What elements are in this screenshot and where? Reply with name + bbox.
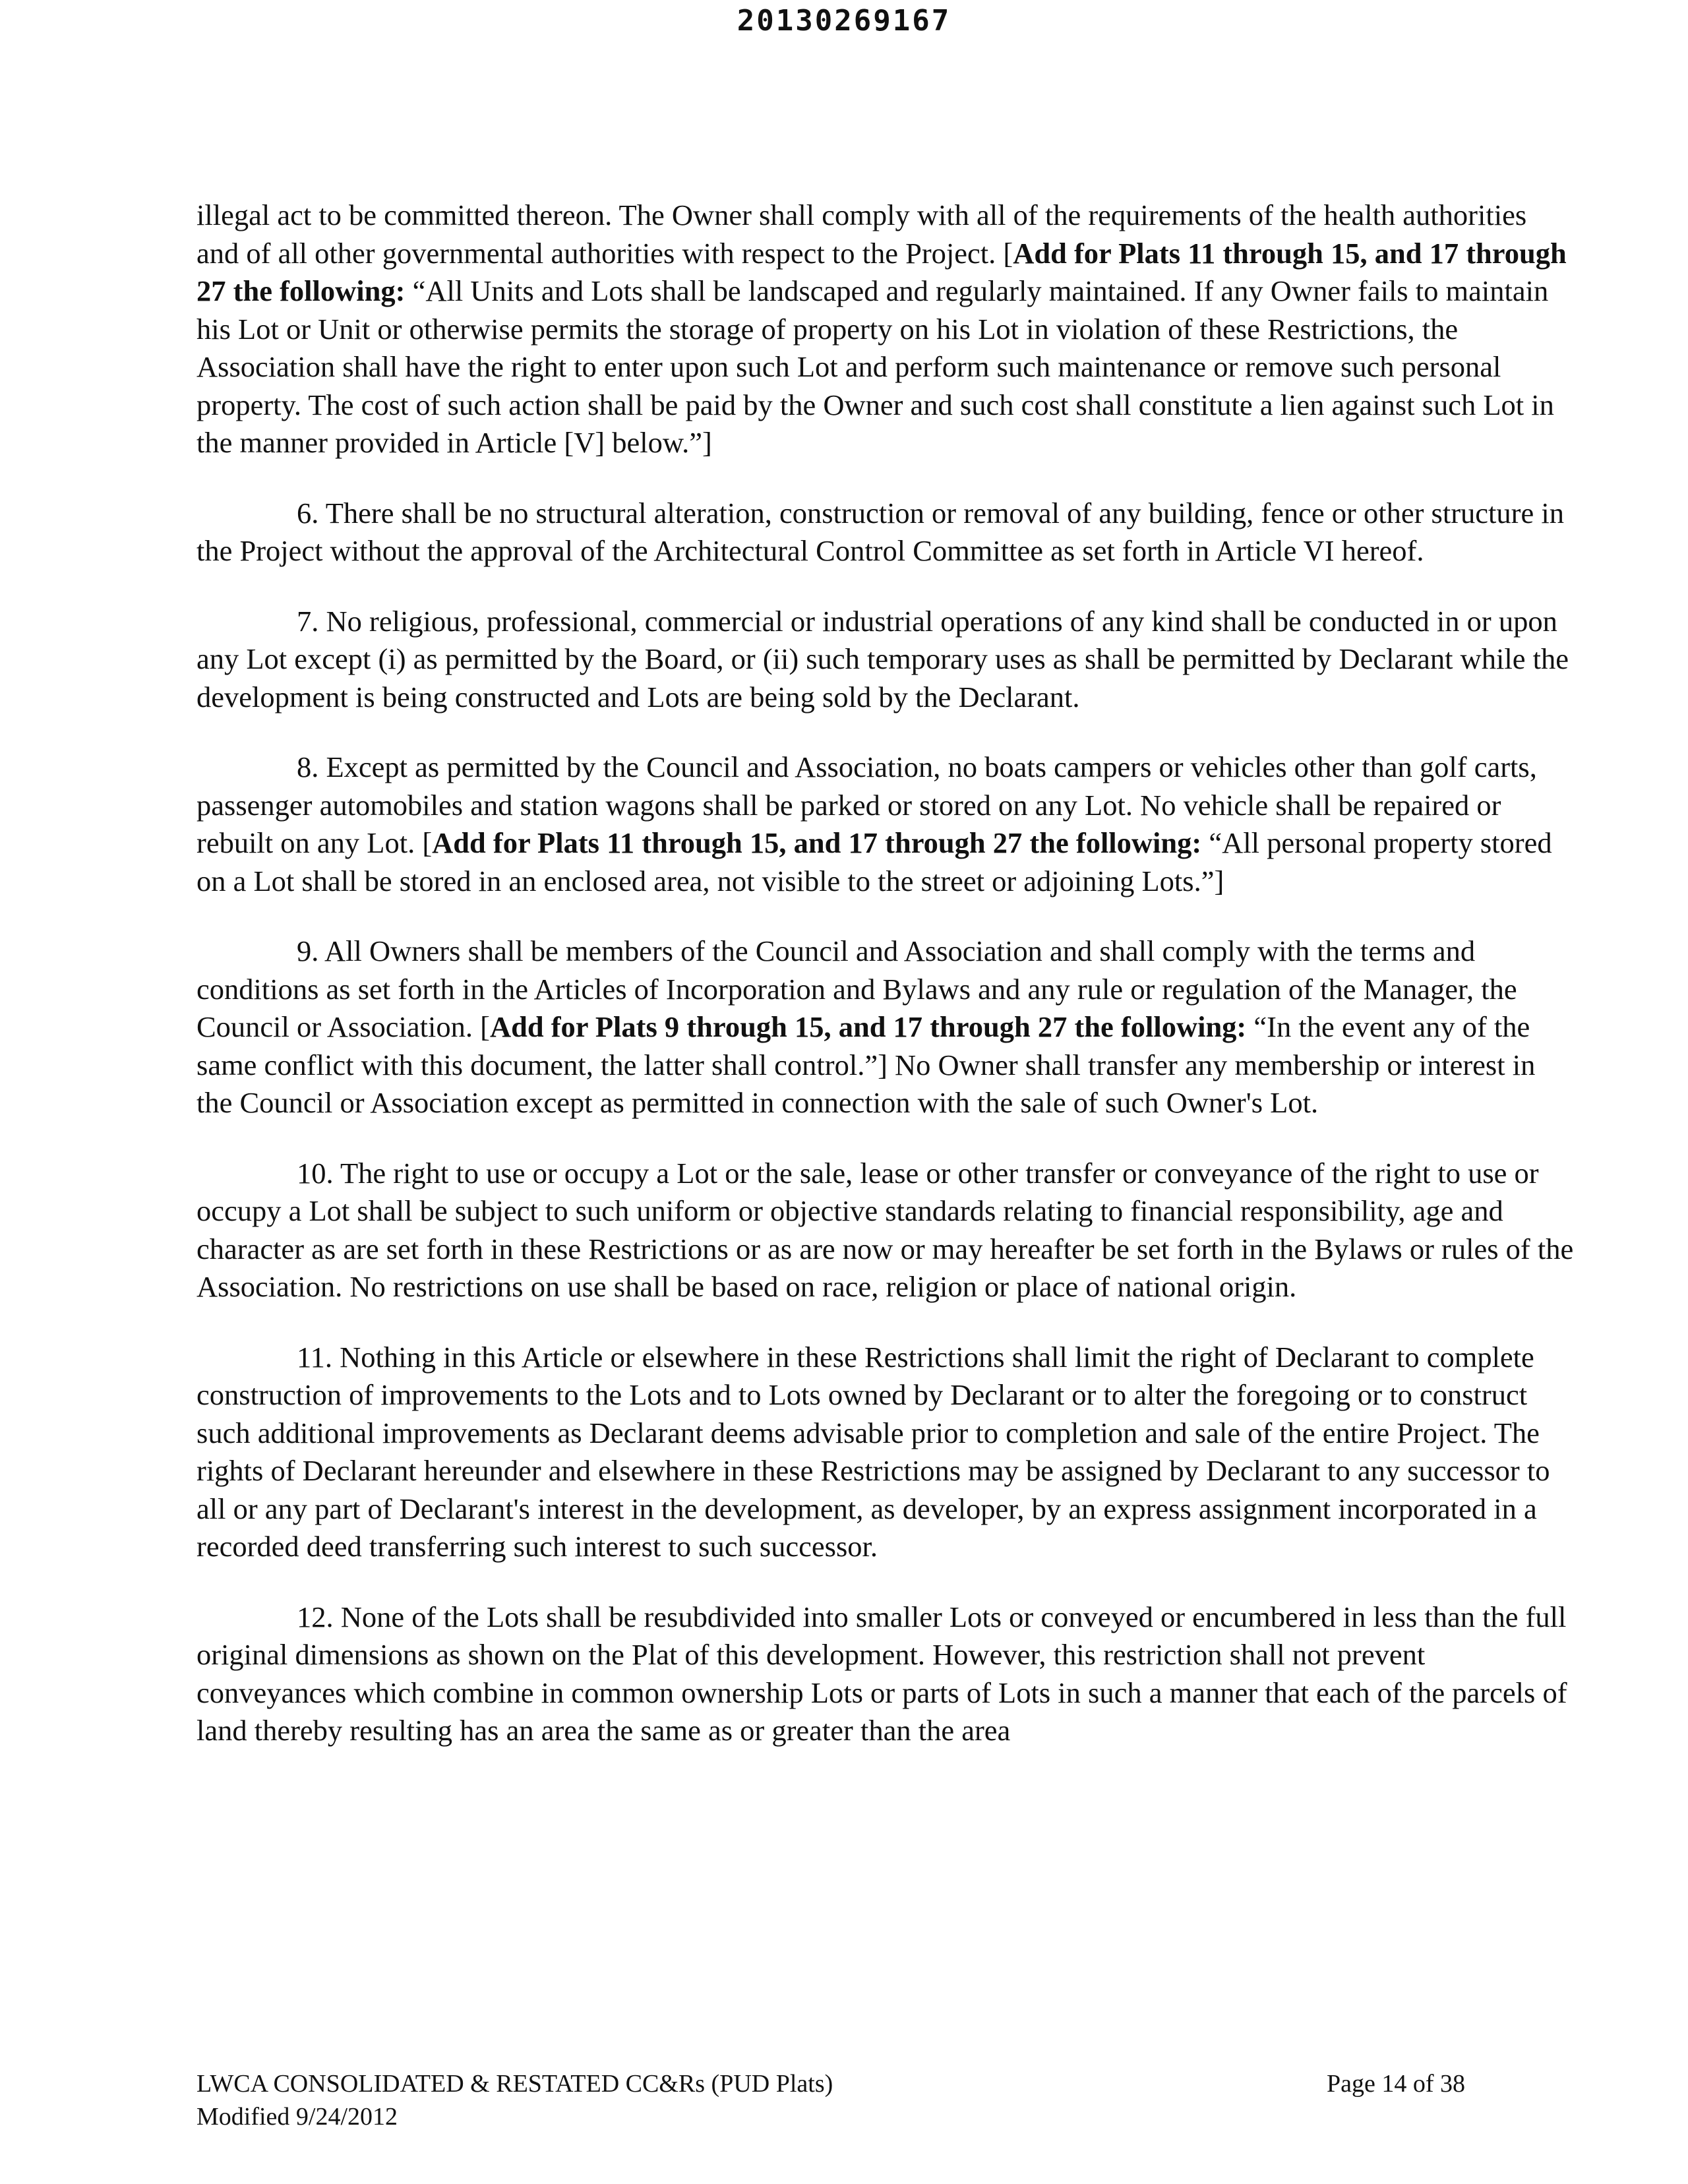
paragraph-text: 8. Except as permitted by the Council and Association, no boats campers or vehicles other than golf carts, passenger automobiles and station wagons shall be parked or stored on any Lot. No vehicle shall be repaired or rebuilt on any Lot. [ <box>196 750 1537 859</box>
footer-title: LWCA CONSOLIDATED & RESTATED CC&Rs (PUD Plats) <box>196 2070 833 2098</box>
plats-note-bold: Add for Plats 11 through 15, and 17 through 27 the following: <box>432 826 1202 859</box>
paragraph-text: “All Units and Lots shall be landscaped and regularly maintained. If any Owner fails to maintain his Lot or Unit or otherwise permits the storage of property on his Lot in violation of these Restrictions, the Association shall have the right to enter upon such Lot and perform such maintenance or remove such personal property. The cost of such action shall be paid by the Owner and such cost shall constitute a lien against such Lot in the manner provided in Article [V] below.”] <box>196 274 1554 459</box>
paragraph-text: 9. All Owners shall be members of the Council and Association and shall comply with the terms and conditions as set forth in the Articles of Incorporation and Bylaws and any rule or regulation of the Manager, the Council or Association. [ <box>196 934 1517 1043</box>
document-body <box>196 197 1575 1782</box>
paragraph-12: 12. None of the Lots shall be resubdivided into smaller Lots or conveyed or encumbered in less than the full original dimensions as shown on the Plat of this development. However, this restriction shall not prevent conveyances which combine in common ownership Lots or parts of Lots in such a manner that each of the parcels of land thereby resulting has an area the same as or greater than the area <box>196 1600 1567 1747</box>
footer-document-info <box>196 2067 833 2133</box>
plats-note-bold: Add for Plats 11 through 15, and 17 through 27 the following: <box>196 236 1567 307</box>
paragraph-5-continued <box>196 197 1575 462</box>
paragraph-11: 11. Nothing in this Article or elsewhere in these Restrictions shall limit the right of Declarant to complete construction of improvements to the Lots and to Lots owned by Declarant or to alter the foregoing or to construct such additional improvements as Declarant deems advisable prior to completion and sale of the entire Project. The rights of Declarant hereunder and elsewhere in these Restrictions may be assigned by Declarant to any successor to all or any part of Declarant's interest in the development, as developer, by an express assignment incorporated in a recorded deed transferring such interest to such successor. <box>196 1340 1550 1563</box>
paragraph-text: “All personal property stored on a Lot shall be stored in an enclosed area, not visible to the street or adjoining Lots.”] <box>196 826 1552 897</box>
paragraph-7: 7. No religious, professional, commercial or industrial operations of any kind shall be conducted in or upon any Lot except (i) as permitted by the Board, or (ii) such temporary uses as shall be permitted by Declarant while the development is being constructed and Lots are being sold by the Declarant. <box>196 604 1569 713</box>
paragraph-8 <box>196 748 1575 900</box>
paragraph-text: “In the event any of the same conflict with this document, the latter shall control.”] No Owner shall transfer any membership or interest in the Council or Association except as permitted in connection with the sale of such Owner's Lot. <box>196 1010 1536 1119</box>
footer-modified-date: Modified 9/24/2012 <box>196 2103 398 2131</box>
paragraph-10: 10. The right to use or occupy a Lot or the sale, lease or other transfer or conveyance of the right to use or occupy a Lot shall be subject to such uniform or objective standards relating to financial responsibility, age and character as are set forth in these Restrictions or as are now or may hereafter be set forth in the Bylaws or rules of the Association. No restrictions on use shall be based on race, religion or place of national origin. <box>196 1156 1574 1303</box>
document-number: 20130269167 <box>737 4 951 38</box>
paragraph-9 <box>196 932 1575 1122</box>
paragraph-6: 6. There shall be no structural alteration, construction or removal of any building, fence or other structure in the Project without the approval of the Architectural Control Committee as set forth in Article VI hereof. <box>196 496 1564 567</box>
plats-note-bold: Add for Plats 9 through 15, and 17 through 27 the following: <box>489 1010 1247 1043</box>
paragraph-text: illegal act to be committed thereon. The Owner shall comply with all of the requirements of the health authorities and of all other governmental authorities with respect to the Project. [ <box>196 198 1527 270</box>
page-number: Page 14 of 38 <box>1327 2070 1466 2098</box>
